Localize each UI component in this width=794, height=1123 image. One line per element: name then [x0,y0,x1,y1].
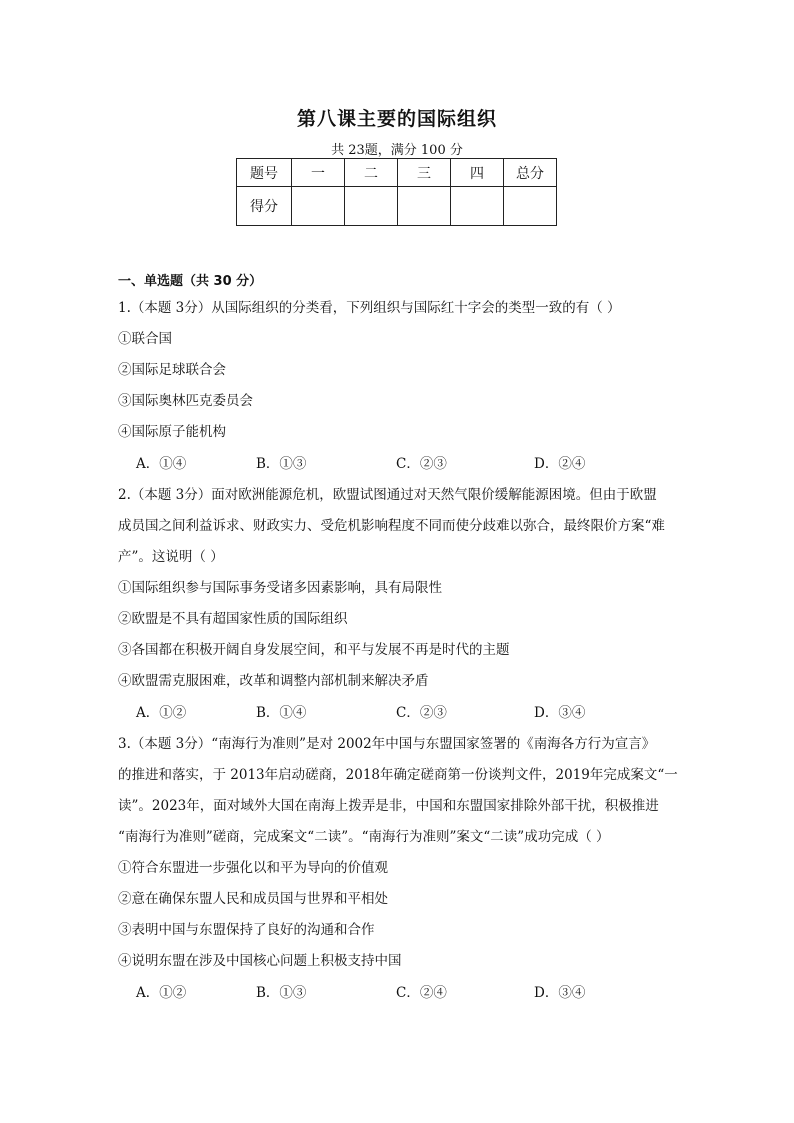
question-stem: 2.（本题 3分）面对欧洲能源危机，欧盟试图通过对天然气限价缓解能源困境。但由于欧盟 [118,487,657,503]
answer-option[interactable]: C．②④ [396,985,447,1001]
score-entry-cell[interactable] [345,187,398,226]
answer-option[interactable]: B．①③ [256,985,307,1001]
question-statement: ④国际原子能机构 [118,424,226,440]
score-table-cell: 题号 [237,159,292,187]
question-statement: ③各国都在积极开阔自身发展空间，和平与发展不再是时代的主题 [118,642,510,658]
score-table-cell: 二 [345,159,398,187]
score-table-cell: 一 [292,159,345,187]
answer-option[interactable]: A．①② [136,985,187,1001]
answer-option[interactable]: C．②③ [396,456,447,472]
question-stem: 3.（本题 3分）“南海行为准则”是对 2002年中国与东盟国家签署的《南海各方行为宣言》 [118,736,656,752]
answer-option[interactable]: B．①③ [256,456,307,472]
score-entry-cell[interactable] [292,187,345,226]
question-statement: ②国际足球联合会 [118,362,226,378]
exam-summary: 共 23题，满分 100 分 [331,143,463,158]
section-heading: 一、单选题（共 30 分） [118,274,263,289]
question-stem: 1.（本题 3分）从国际组织的分类看，下列组织与国际红十字会的类型一致的有（ ） [118,300,621,316]
question-statement: ④欧盟需克服困难，改革和调整内部机制来解决矛盾 [118,673,429,689]
score-table [236,158,557,226]
score-entry-cell[interactable] [504,187,557,226]
score-table-header-row [237,159,557,187]
question-stem: 成员国之间利益诉求、财政实力、受危机影响程度不同而使分歧难以弥合，最终限价方案“难 [118,518,665,534]
score-table-score-row [237,187,557,226]
question-statement: ③国际奥林匹克委员会 [118,393,253,409]
answer-option[interactable]: B．①④ [256,705,307,721]
question-statement: ②意在确保东盟人民和成员国与世界和平相处 [118,891,388,907]
question-stem: 读”。2023年，面对域外大国在南海上拨弄是非，中国和东盟国家排除外部干扰，积极推进 [118,798,659,814]
score-entry-cell[interactable] [451,187,504,226]
score-entry-cell[interactable] [398,187,451,226]
score-table-cell: 得分 [237,187,292,226]
answer-option[interactable]: A．①④ [136,456,187,472]
score-table-cell: 三 [398,159,451,187]
answer-option[interactable]: A．①② [136,705,187,721]
question-stem: “南海行为准则”磋商，完成案文“二读”。“南海行为准则”案文“二读”成功完成（ ） [118,829,610,845]
question-statement: ②欧盟是不具有超国家性质的国际组织 [118,611,348,627]
answer-option[interactable]: D．③④ [534,705,586,721]
page-title: 第八课主要的国际组织 [296,108,497,130]
question-statement: ④说明东盟在涉及中国核心问题上积极支持中国 [118,953,402,969]
question-statement: ③表明中国与东盟保持了良好的沟通和合作 [118,922,375,938]
answer-option[interactable]: D．②④ [534,456,586,472]
score-table-cell: 总分 [504,159,557,187]
question-stem: 的推进和落实，于 2013年启动磋商，2018年确定磋商第一份谈判文件，2019年完成案文“一 [118,767,678,783]
question-stem: 产”。这说明（ ） [118,549,224,565]
answer-option[interactable]: D．③④ [534,985,586,1001]
score-table-cell: 四 [451,159,504,187]
question-statement: ①符合东盟进一步强化以和平为导向的价值观 [118,860,388,876]
question-statement: ①联合国 [118,331,172,347]
answer-option[interactable]: C．②③ [396,705,447,721]
question-statement: ①国际组织参与国际事务受诸多因素影响，具有局限性 [118,580,442,596]
